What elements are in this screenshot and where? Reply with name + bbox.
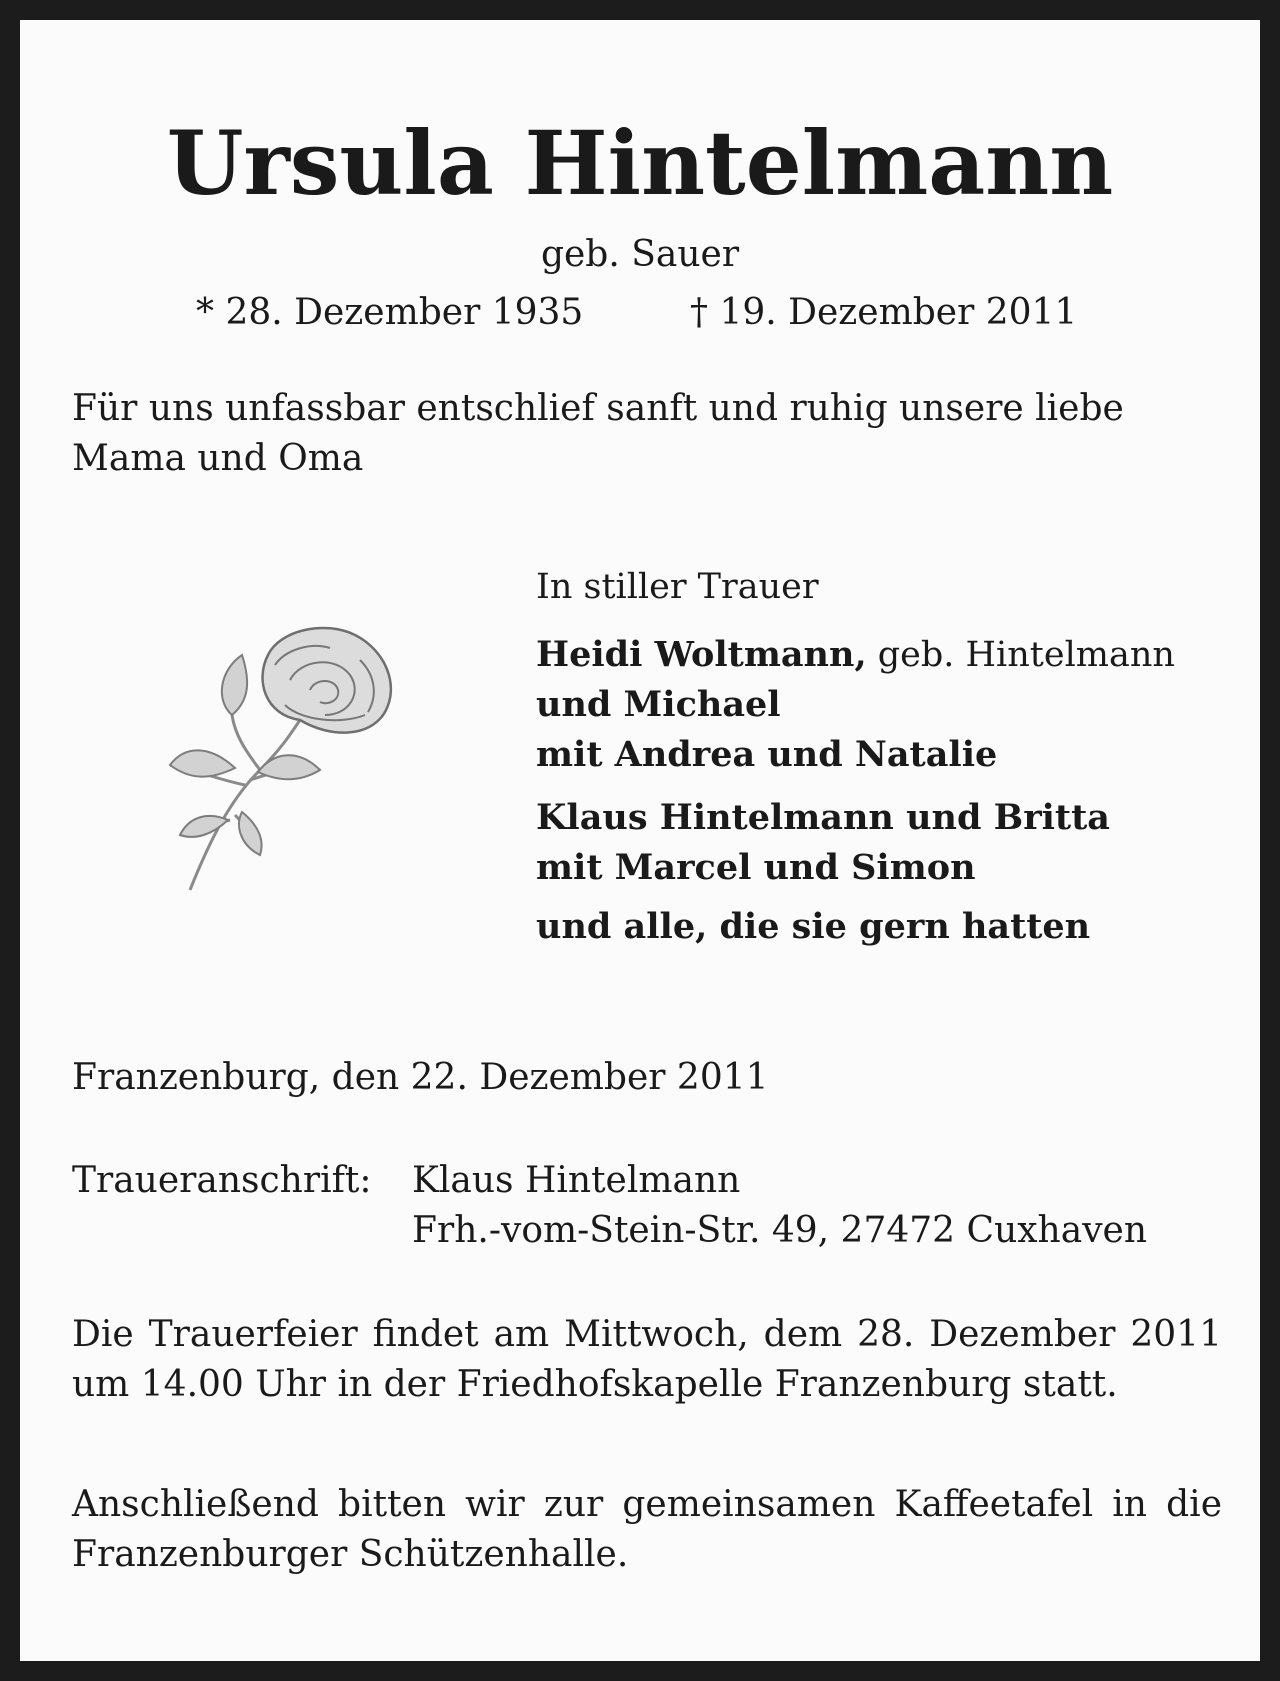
family-line-heidi [536,630,1175,680]
ceremony-text: Die Trauerfeier findet am Mittwoch, dem 28. Dezember 2011 um 14.00 Uhr in der Friedhofskapelle Franzenburg statt. [72,1314,1222,1405]
mourning-heading: In stiller Trauer [536,567,819,607]
address-label: Traueranschrift: [72,1160,372,1201]
maiden-name: geb. Sauer [540,234,740,275]
death-date: † 19. Dezember 2011 [690,292,1078,333]
family-line-klaus: Klaus Hintelmann und Britta [536,797,1110,838]
reception-text: Anschließend bitten wir zur gemeinsamen Kaffeetafel in die Franzenburger Schützenhalle. [72,1484,1222,1575]
family-maiden-heidi: geb. Hintelmann [866,635,1175,675]
rose-icon [150,620,430,900]
family-line-michael: und Michael [536,684,781,725]
birth-date: * 28. Dezember 1935 [196,292,584,333]
place-date: Franzenburg, den 22. Dezember 2011 [72,1057,769,1098]
family-line-andrea: mit Andrea und Natalie [536,734,998,775]
family-line-marcel: mit Marcel und Simon [536,847,976,888]
family-name-heidi: Heidi Woltmann, [536,634,867,675]
intro-text: Für uns unfassbar entschlief sanft und ruhig unsere liebe Mama und Oma [72,388,1124,479]
family-line-all: und alle, die sie gern hatten [536,906,1091,947]
address-street: Frh.-vom-Stein-Str. 49, 27472 Cuxhaven [412,1210,1148,1251]
deceased-name: Ursula Hintelmann [166,111,1114,215]
address-name: Klaus Hintelmann [412,1160,741,1201]
